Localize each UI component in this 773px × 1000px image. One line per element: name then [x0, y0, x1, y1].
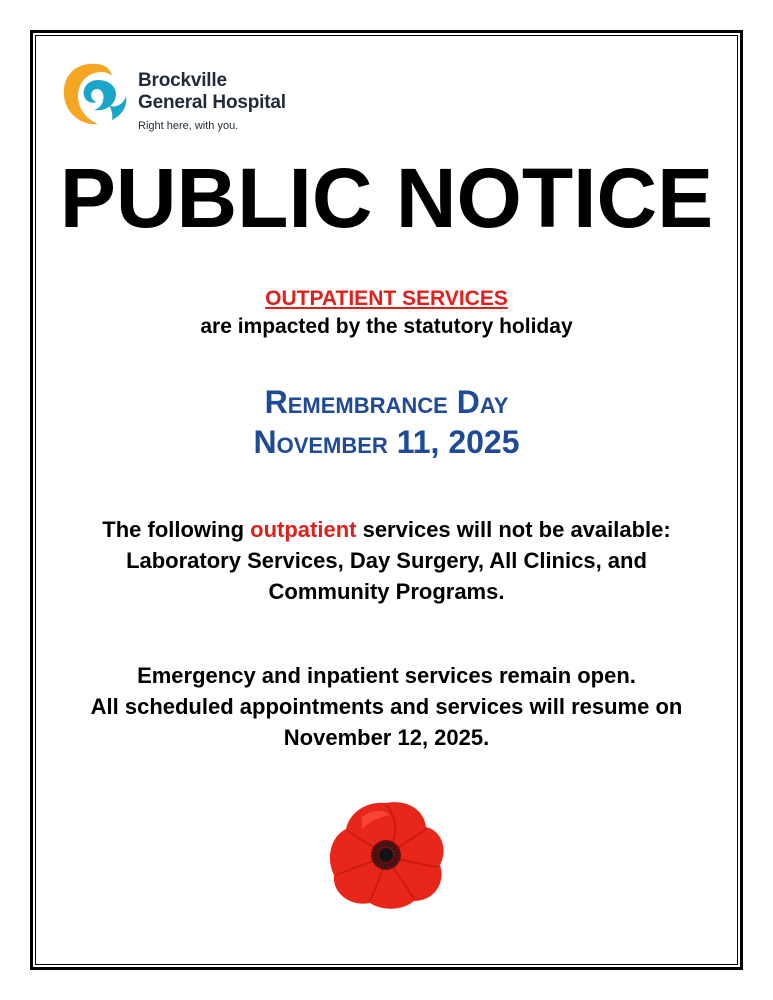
open-line-2: All scheduled appointments and services will resume on [90, 694, 683, 719]
outpatient-highlight: outpatient [250, 517, 357, 542]
page-title: PUBLIC NOTICE [59, 151, 714, 245]
holiday-heading [0, 382, 773, 462]
unavailable-services [0, 514, 773, 607]
logo-name: Brockville General Hospital [138, 70, 286, 113]
logo-tagline: Right here, with you. [138, 120, 239, 132]
service-heading: OUTPATIENT SERVICES [265, 287, 508, 310]
impact-line: are impacted by the statutory holiday [200, 315, 573, 338]
holiday-name: Remembrance Day [264, 384, 509, 420]
open-services [0, 660, 773, 753]
following-line: The following outpatient services will not be available: [102, 517, 671, 542]
logo-swirl-icon [58, 58, 132, 130]
poppy-icon [326, 797, 448, 911]
open-line-1: Emergency and inpatient services remain open. [137, 663, 636, 688]
open-line-3: November 12, 2025. [283, 725, 490, 750]
services-line-2: Community Programs. [268, 579, 505, 604]
services-line-1: Laboratory Services, Day Surgery, All Clinics, and [126, 548, 647, 573]
holiday-date: November 11, 2025 [253, 424, 520, 460]
hospital-logo [58, 58, 328, 138]
